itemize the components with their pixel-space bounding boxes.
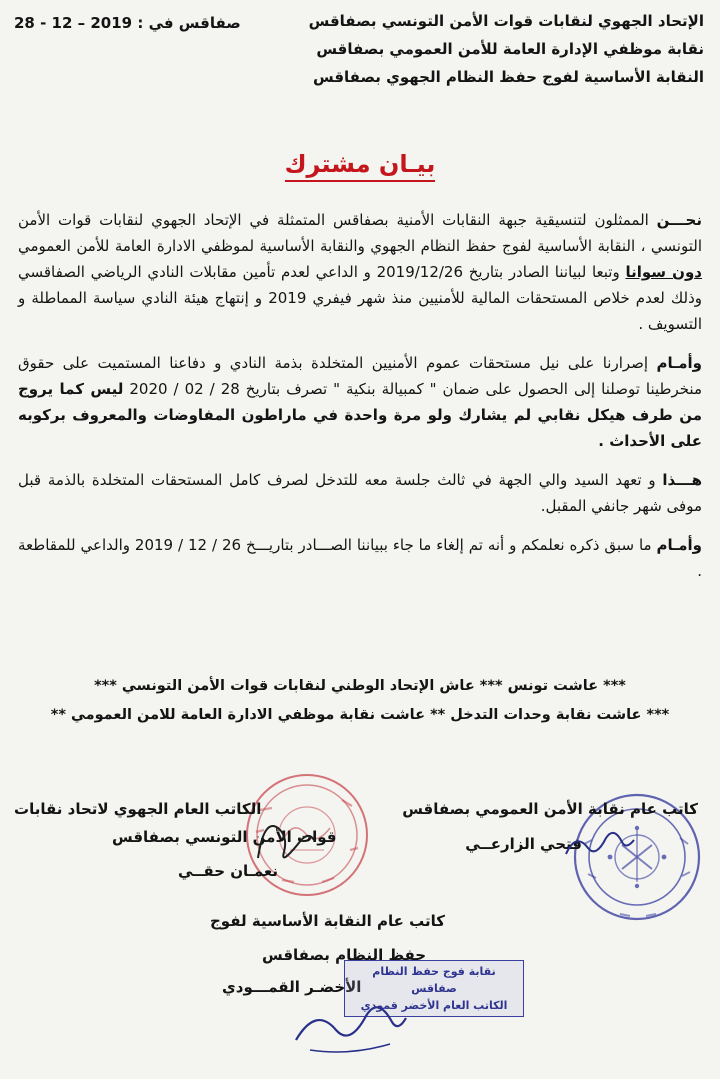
handwritten-signature-bottom (290, 1000, 410, 1060)
date-value: 28 - 12 – 2019 (14, 14, 133, 32)
header-line-3: النقابة الأساسية لفوج حفظ النظام الجهوي بصفاقس (312, 68, 704, 86)
paragraph-2 (18, 350, 702, 454)
p1-text-a: الممثلون لتنسيقية جبهة النقابات الأمنية بصفاقس المتمثلة في الإتحاد الجهوي لنقابات قوات الأمن التونسي ، النقابة الأساسية لفوج حفظ النظام الجهوي والنقابة الأساسية لموظفي الادارة العامة للأمن العمومي (18, 211, 702, 255)
handwritten-signature-left (250, 808, 320, 868)
p4-lead: وأمـام (656, 536, 702, 554)
rect-stamp-line-3: الكاتب العام الأخضر قمودي (360, 999, 508, 1012)
document-title-text: بيـان مشترك (285, 150, 436, 182)
paragraph-4 (18, 532, 702, 584)
p1-lead: نحـــن (656, 211, 702, 229)
p1-emphasis: دون سوانا (625, 263, 703, 281)
rect-stamp-line-1: نقابة فوج حفظ النظام (372, 965, 496, 978)
p3-lead: هـــذا (662, 471, 702, 489)
statement-body (18, 207, 702, 597)
p2-lead: وأمـام (656, 354, 702, 372)
slogan-2: *** عاشت نقابة وحدات التدخل ** عاشت نقابة موظفي الادارة العامة للامن العمومي ** (50, 707, 670, 723)
signature-right-title: كاتب عام نقابة الأمن العمومي بصفاقس (402, 800, 698, 818)
document-date (14, 14, 241, 32)
header-line-2: نقابة موظفي الإدارة العامة للأمن العمومي بصفاقس (316, 40, 704, 58)
handwritten-signature-right (560, 826, 640, 866)
signature-right-name: فتحي الزارعــي (465, 835, 582, 853)
paragraph-3 (18, 467, 702, 519)
p2-bold-text: ليس كما يروج من طرف هيكل نقابي لم يشارك ولو مرة واحدة في ماراطون المفاوضات والمعروف بركوبه على الأحداث . (18, 380, 702, 450)
signature-bottom-name: الأخضـر القمـــودي (222, 978, 362, 996)
signature-left-title-2: قوات الأمن التونسي بصفاقس (112, 828, 337, 846)
signature-left-name: نعمـان حقــي (178, 862, 278, 880)
paragraph-1 (18, 207, 702, 337)
p4-text: ما سبق ذكره نعلمكم و أنه تم إلغاء ما جاء ببياننا الصـــادر بتاريـــخ 26 / 12 / 2019 والداعي للمقاطعة . (18, 536, 702, 580)
date-label: صفاقس في : (137, 14, 241, 32)
p1-text-b: وتبعا لبياننا الصادر بتاريخ 2019/12/26 و الداعي لعدم تأمين مقابلات النادي الرياضي الصفاقسي وذلك لعدم خلاص المستحقات المالية للأمنيين منذ شهر فيفري 2019 و إنتهاج هيئة النادي سياسة المماطلة و التسويف . (18, 263, 702, 333)
signature-bottom-title-1: كاتب عام النقابة الأساسية لفوج (210, 912, 445, 930)
document-title (0, 150, 720, 178)
rect-stamp-line-2: صفاقس (411, 982, 457, 995)
signature-bottom-title-2: حفظ النظام بصفاقس (262, 946, 427, 964)
p3-text: و تعهد السيد والي الجهة في ثالث جلسة معه للتدخل لصرف كامل المستحقات المتخلدة بالذمة قبل موفى شهر جانفي المقبل. (18, 471, 702, 515)
p2-text: إصرارنا على نيل مستحقات عموم الأمنيين المتخلدة بذمة النادي و دفاعنا المستميت على حقوق منخرطينا توصلنا إلى الحصول على ضمان " كمبيالة بنكية " تصرف بتاريخ 28 / 02 / 2020 (18, 354, 702, 398)
slogan-1: *** عاشت تونس *** عاش الإتحاد الوطني لنقابات قوات الأمن التونسي *** (94, 678, 626, 694)
signature-left-title-1: الكاتب العام الجهوي لاتحاد نقابات (14, 800, 262, 818)
header-line-1: الإتحاد الجهوي لنقابات قوات الأمن التونسي بصفاقس (308, 12, 704, 30)
